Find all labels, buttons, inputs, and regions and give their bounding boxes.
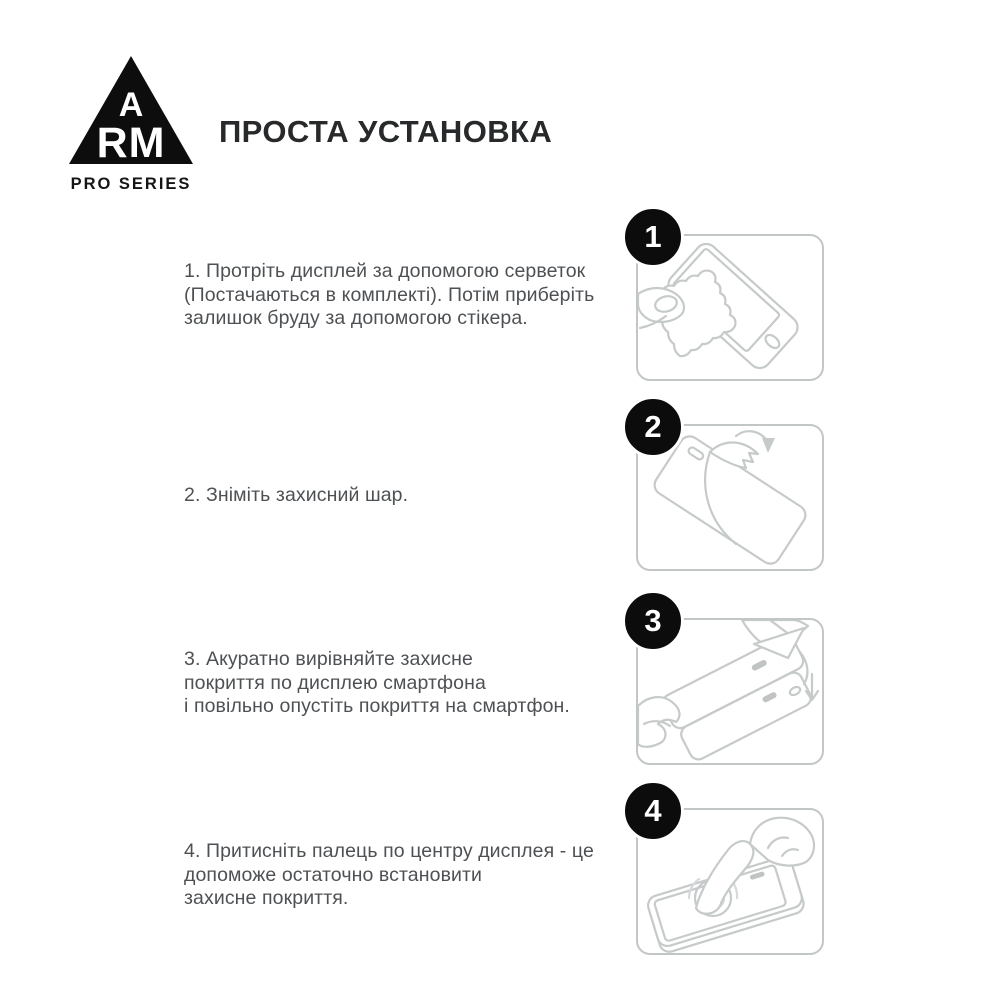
step-4-panel — [636, 793, 824, 955]
step-2-panel — [636, 409, 824, 571]
step-2-line-1: 2. Зніміть захисний шар. — [184, 484, 409, 506]
step-4-number-badge — [622, 780, 684, 842]
step-1-panel — [636, 219, 824, 381]
step-1-number: 1 — [644, 219, 662, 254]
logo-letter-a: A — [118, 86, 144, 124]
brand-logo — [55, 48, 205, 196]
step-1-line-1: 1. Протріть дисплей за допомогою серветок — [184, 260, 586, 282]
step-4-line-1: 4. Притисніть палець по центру дисплея - це — [184, 840, 594, 862]
step-3-panel — [636, 603, 824, 765]
step-3-line-3: і повільно опустіть покриття на смартфон. — [184, 695, 570, 717]
step-2-description — [184, 484, 654, 508]
step-2-number: 2 — [644, 409, 662, 444]
step-3-line-1: 3. Акуратно вирівняйте захисне — [184, 648, 473, 670]
step-1-number-badge — [622, 206, 684, 268]
page-title: ПРОСТА УСТАНОВКА — [219, 114, 553, 149]
step-1-line-3: залишок бруду за допомогою стікера. — [184, 307, 528, 329]
logo-subtitle: PRO SERIES — [70, 175, 192, 193]
step-1-line-2: (Постачаються в комплекті). Потім приберіть — [184, 283, 595, 306]
step-1-description — [184, 260, 654, 331]
step-4-line-2: допоможе остаточно встановити — [184, 863, 483, 886]
step-3-number: 3 — [644, 603, 662, 638]
step-4-description — [184, 840, 654, 911]
step-2-number-badge — [622, 396, 684, 458]
logo-letters-rm: RM — [96, 119, 166, 167]
step-3-description — [184, 648, 654, 719]
step-3-line-2: покриття по дисплею смартфона — [184, 671, 486, 694]
step-4-number: 4 — [644, 793, 662, 828]
step-4-line-3: захисне покриття. — [184, 887, 349, 909]
step-3-number-badge — [622, 590, 684, 652]
